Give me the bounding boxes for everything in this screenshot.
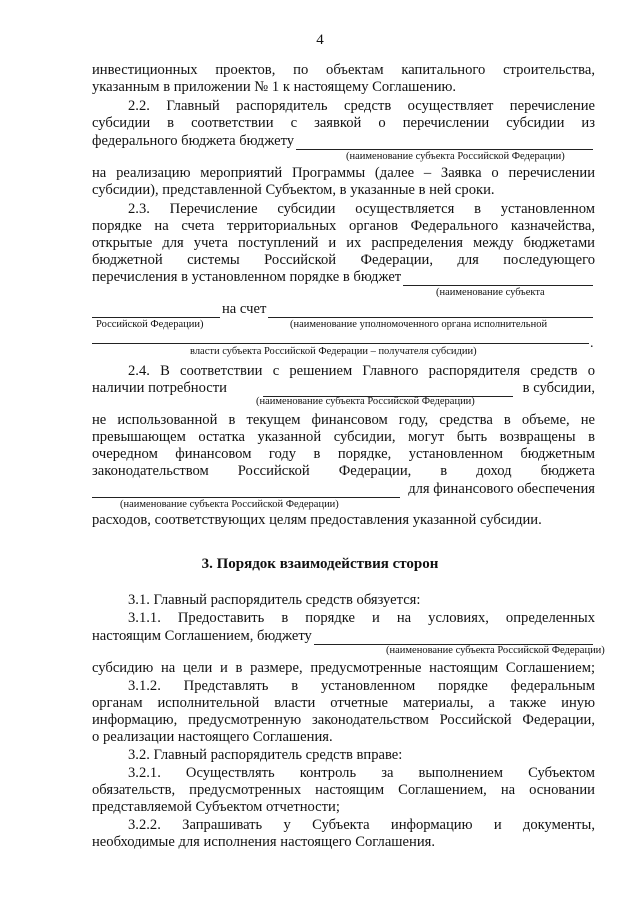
text-line: расходов, соответствующих целям предоставления указанной субсидии. bbox=[92, 512, 542, 528]
text-line: бюджетной системы Российской Федерации, для последующего bbox=[92, 252, 595, 268]
text-line: настоящим Соглашением, бюджету bbox=[92, 628, 312, 644]
field-caption: (наименование уполномоченного органа исполнительной bbox=[290, 319, 548, 330]
text-line: законодательством Российской Федерации, в доход бюджета bbox=[92, 463, 595, 479]
fill-blank bbox=[268, 305, 593, 318]
fill-blank bbox=[92, 485, 400, 498]
text-line: очередном финансовом году в порядке, установленном бюджетным bbox=[92, 446, 595, 462]
text-line: на счет bbox=[222, 301, 267, 317]
text-line: представляемой Субъектом отчетности; bbox=[92, 799, 340, 815]
field-caption: (наименование субъекта Российской Федерации) bbox=[386, 645, 605, 656]
clause-3-1: 3.1. Главный распорядитель средств обязуется: bbox=[128, 592, 421, 608]
blank-line-budget bbox=[92, 269, 595, 286]
clause-2-4: 2.4. В соответствии с решением Главного распорядителя средств о bbox=[128, 363, 595, 379]
text-line: не использованной в текущем финансовом году, средства в объеме, не bbox=[92, 412, 595, 428]
text-line: порядке на счета территориальных органов Федерального казначейства, bbox=[92, 218, 595, 234]
clause-3-1-1: 3.1.1. Предоставить в порядке и на условиях, определенных bbox=[128, 610, 595, 626]
fill-blank bbox=[92, 343, 589, 344]
field-caption: (наименование субъекта bbox=[436, 287, 545, 298]
blank-line-account bbox=[92, 301, 595, 318]
text-line: информацию, предусмотренную законодательством Российской Федерации, bbox=[92, 712, 595, 728]
text-line: субсидию на цели и в размере, предусмотренные настоящим Соглашением; bbox=[92, 660, 595, 676]
page-number: 4 bbox=[316, 32, 324, 48]
text-line: перечисления в установленном порядке в бюджет bbox=[92, 269, 402, 285]
field-caption: (наименование субъекта Российской Федерации) bbox=[256, 396, 475, 407]
blank-line-budget bbox=[92, 133, 595, 150]
text-line: указанным в приложении № 1 к настоящему Соглашению. bbox=[92, 79, 457, 95]
text-line: органам исполнительной власти отчетные материалы, а также иную bbox=[92, 695, 595, 711]
text-line: инвестиционных проектов, по объектам капитального строительства, bbox=[92, 62, 595, 78]
fill-blank bbox=[296, 137, 593, 150]
text-line: субсидии), представленной Субъектом, в указанные в ней сроки. bbox=[92, 182, 495, 198]
fill-blank bbox=[314, 632, 593, 645]
text-line: превышающем остатка указанной субсидии, могут быть возвращены в bbox=[92, 429, 595, 445]
text-line: федерального бюджета бюджету bbox=[92, 133, 295, 149]
clause-2-2: 2.2. Главный распорядитель средств осуществляет перечисление bbox=[128, 98, 595, 114]
field-caption: (наименование субъекта Российской Федерации) bbox=[120, 499, 339, 510]
clause-3-1-2: 3.1.2. Представлять в установленном порядке федеральным bbox=[128, 678, 595, 694]
fill-blank bbox=[92, 305, 220, 318]
text-line: для финансового обеспечения bbox=[408, 481, 595, 497]
text-line: необходимые для исполнения настоящего Соглашения. bbox=[92, 834, 435, 850]
clause-3-2-1: 3.2.1. Осуществлять контроль за выполнением Субъектом bbox=[128, 765, 595, 781]
text-line: о реализации настоящего Соглашения. bbox=[92, 729, 333, 745]
trailing-period: . bbox=[590, 336, 594, 351]
text-line: субсидии в соответствии с заявкой о перечислении субсидии из bbox=[92, 115, 595, 131]
section-heading: 3. Порядок взаимодействия сторон bbox=[201, 556, 439, 572]
blank-line-budget bbox=[92, 628, 595, 645]
clause-3-2: 3.2. Главный распорядитель средств вправе: bbox=[128, 747, 403, 763]
field-caption: (наименование субъекта Российской Федерации) bbox=[346, 151, 565, 162]
field-caption: Российской Федерации) bbox=[96, 319, 204, 330]
text-line: открытые для учета поступлений и их распределения между бюджетами bbox=[92, 235, 595, 251]
blank-line-budget bbox=[92, 481, 595, 498]
text-line: обязательств, предусмотренных настоящим Соглашением, на основании bbox=[92, 782, 595, 798]
text-line: наличии потребности bbox=[92, 380, 227, 396]
clause-3-2-2: 3.2.2. Запрашивать у Субъекта информацию и документы, bbox=[128, 817, 595, 833]
text-line: на реализацию мероприятий Программы (далее – Заявка о перечислении bbox=[92, 165, 595, 181]
fill-blank bbox=[403, 273, 593, 286]
field-caption: власти субъекта Российской Федерации – получателя субсидии) bbox=[190, 346, 477, 357]
clause-2-3: 2.3. Перечисление субсидии осуществляется в установленном bbox=[128, 201, 595, 217]
text-line: в субсидии, bbox=[522, 380, 595, 396]
blank-line-need bbox=[92, 380, 595, 397]
